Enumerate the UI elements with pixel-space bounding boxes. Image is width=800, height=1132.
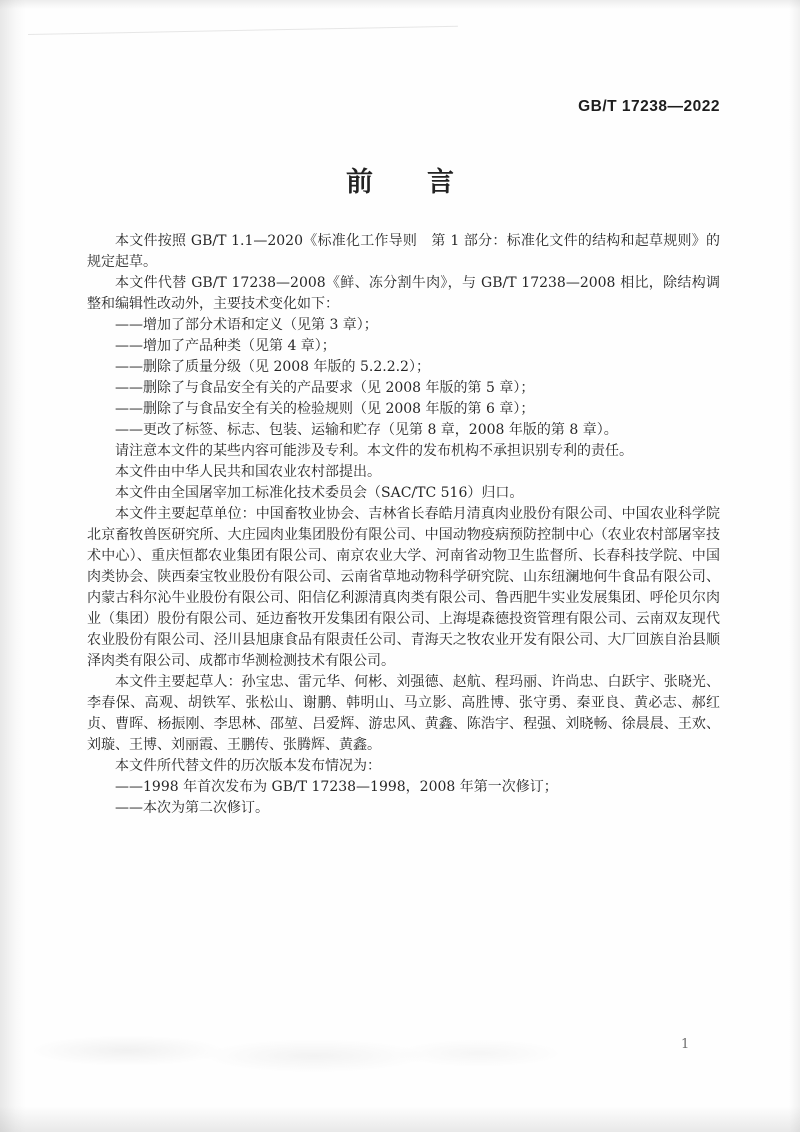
foreword-paragraph: 本文件所代替文件的历次版本发布情况为： bbox=[115, 758, 381, 774]
standard-number: GB/T 17238—2022 bbox=[578, 98, 720, 115]
change-list-item: ——增加了产品种类（见第 4 章）； bbox=[115, 338, 336, 354]
change-list-item: ——更改了标签、标志、包装、运输和贮存（见第 8 章，2008 年版的第 8 章）。 bbox=[115, 422, 618, 438]
change-list-item: ——增加了部分术语和定义（见第 3 章）； bbox=[115, 317, 378, 333]
page-number: 1 bbox=[681, 1037, 690, 1052]
change-list-item: ——删除了与食品安全有关的检验规则（见 2008 年版的第 6 章）； bbox=[115, 401, 535, 417]
foreword-paragraph: 请注意本文件的某些内容可能涉及专利。本文件的发布机构不承担识别专利的责任。 bbox=[115, 443, 633, 459]
scan-shadow-top bbox=[0, 0, 800, 9]
scan-shadow-bottom bbox=[0, 1106, 800, 1132]
foreword-paragraph: 本文件按照 GB/T 1.1—2020《标准化工作导则 第 1 部分：标准化文件的结构和起草规则》的规定起草。 bbox=[87, 233, 720, 270]
foreword-paragraph: 本文件由中华人民共和国农业农村部提出。 bbox=[115, 464, 381, 480]
change-list-item: ——删除了质量分级（见 2008 年版的 5.2.2.2）； bbox=[115, 359, 430, 375]
revision-history-item: ——本次为第二次修订。 bbox=[115, 800, 269, 816]
scan-smudge bbox=[28, 1030, 578, 1082]
revision-history-item: ——1998 年首次发布为 GB/T 17238—1998，2008 年第一次修订； bbox=[115, 779, 558, 795]
change-list-item: ——删除了与食品安全有关的产品要求（见 2008 年版的第 5 章）； bbox=[115, 380, 535, 396]
drafters-paragraph: 本文件主要起草人：孙宝忠、雷元华、何彬、刘强德、赵航、程玛丽、许尚忠、白跃宇、张晓光、李春保、高观、胡铁军、张松山、谢鹏、韩明山、马立影、高胜博、张守勇、秦亚良、黄必志、郝红贞、曹晖、杨振刚、李思林、邵堃、吕爱辉、游忠风、黄鑫、陈浩宇、程强、刘晓畅、徐晨晨、王欢、刘璇、王博、刘丽霞、王鹏传、张腾辉、黄鑫。 bbox=[87, 674, 720, 753]
page-title: 前 言 bbox=[346, 167, 454, 197]
drafting-organizations-paragraph: 本文件主要起草单位：中国畜牧业协会、吉林省长春皓月清真肉业股份有限公司、中国农业科学院北京畜牧兽医研究所、大庄园肉业集团股份有限公司、中国动物疫病预防控制中心（农业农村部屠宰技术中心）、重庆恒都农业集团有限公司、南京农业大学、河南省动物卫生监督所、长春科技学院、中国肉类协会、陕西秦宝牧业股份有限公司、云南省草地动物科学研究院、山东纽澜地何牛食品有限公司、内蒙古科尔沁牛业股份有限公司、阳信亿利源清真肉类有限公司、鲁西肥牛实业发展集团、呼伦贝尔肉业（集团）股份有限公司、延边畜牧开发集团有限公司、上海堤森德投资管理有限公司、云南双友现代农业股份有限公司、泾川县旭康食品有限责任公司、青海天之牧农业开发有限公司、大厂回族自治县顺泽肉类有限公司、成都市华测检测技术有限公司。 bbox=[87, 506, 720, 669]
foreword-paragraph: 本文件由全国屠宰加工标准化技术委员会（SAC/TC 516）归口。 bbox=[115, 485, 524, 501]
foreword-paragraph: 本文件代替 GB/T 17238—2008《鲜、冻分割牛肉》，与 GB/T 17238—2008 相比，除结构调整和编辑性改动外，主要技术变化如下： bbox=[87, 275, 720, 312]
scan-fold-line bbox=[28, 26, 458, 35]
foreword-body bbox=[87, 231, 720, 819]
